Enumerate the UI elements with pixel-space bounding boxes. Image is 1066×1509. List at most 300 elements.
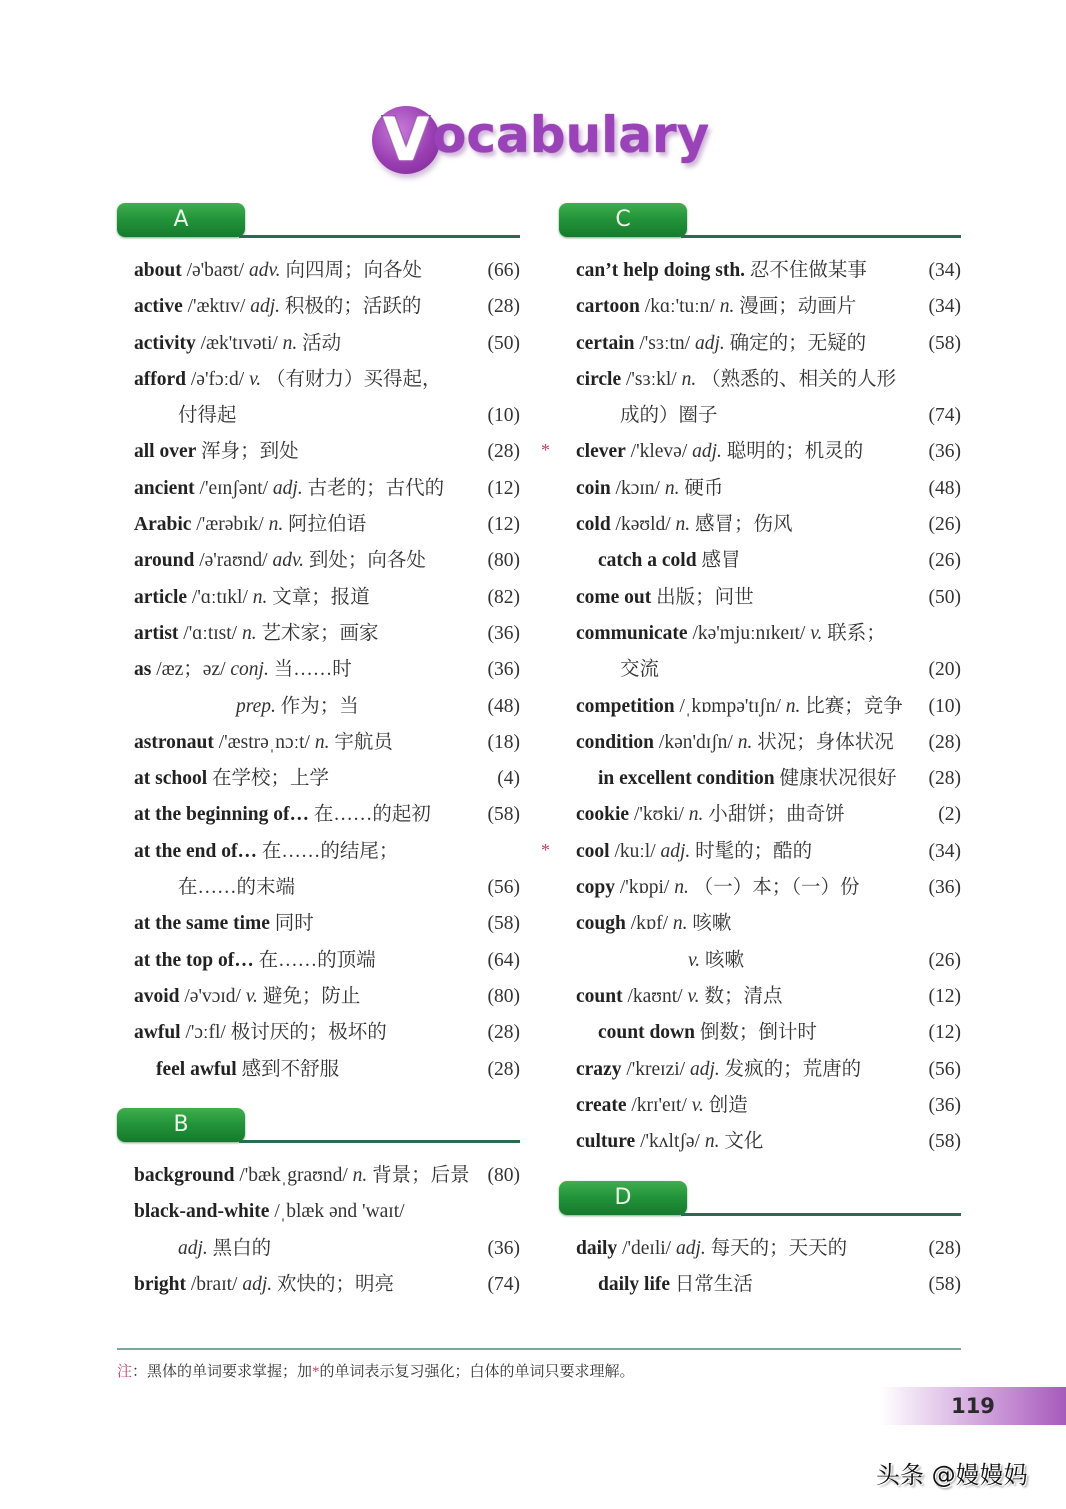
entry-phonetic: /kuːl/ <box>614 840 656 862</box>
entry-meaning: 每天的；天天的 <box>710 1238 848 1259</box>
entry-phonetic: /kɑː'tuːn/ <box>644 296 715 318</box>
entry-meaning: 硬币 <box>684 477 724 499</box>
entry-page-ref: (58) <box>928 332 961 354</box>
section-tab <box>559 1181 687 1215</box>
vocab-entry <box>559 1052 961 1088</box>
entry-phonetic: /ə'fɔːd/ <box>190 368 245 390</box>
section-letter: C <box>615 207 631 232</box>
entry-page-ref: (66) <box>487 260 520 281</box>
entry-meaning: 在……的结尾； <box>261 840 399 862</box>
entry-page-ref: (50) <box>487 332 520 354</box>
vocab-entry <box>559 870 961 906</box>
entry-phonetic: /'ærəbɪk/ <box>196 514 264 536</box>
entry-part-of-speech: adv. <box>272 550 305 572</box>
entry-part-of-speech: v. <box>687 985 700 1007</box>
entry-part-of-speech: n. <box>282 332 298 354</box>
vocab-entry <box>117 507 520 543</box>
entry-part-of-speech: n. <box>681 368 697 390</box>
entry-page-ref: (12) <box>928 1022 961 1044</box>
entry-meaning: 忍不住做某事 <box>749 260 867 281</box>
entry-phonetic: /'bækˌgraʊnd/ <box>239 1165 348 1186</box>
title-first-letter: V <box>382 105 430 175</box>
entry-word: around <box>134 550 195 572</box>
entry-meaning: 文章；报道 <box>272 586 370 608</box>
entry-word: avoid <box>134 985 180 1007</box>
entry-page-ref: (28) <box>928 731 961 753</box>
entry-phonetic: /'ɔːfl/ <box>185 1022 226 1044</box>
entry-part-of-speech: v. <box>688 949 701 971</box>
vocab-entry <box>117 870 520 906</box>
entry-word: cartoon <box>576 296 640 318</box>
vocab-entry <box>541 434 961 470</box>
vocab-entry <box>559 689 961 725</box>
entry-page-ref: (12) <box>487 514 520 536</box>
entry-page-ref: (18) <box>487 731 520 753</box>
section-header <box>559 1181 961 1219</box>
entry-meaning: 活动 <box>302 332 342 354</box>
entry-phonetic: /'kreɪzi/ <box>626 1058 686 1080</box>
entry-word: all over <box>134 441 197 463</box>
entry-page-ref: (48) <box>928 477 961 499</box>
vocab-entry <box>117 797 520 833</box>
section-c <box>541 203 961 1160</box>
vocab-entry <box>559 507 961 543</box>
entry-list <box>559 1231 961 1304</box>
vocab-entry <box>559 979 961 1015</box>
vocab-entry <box>559 398 961 434</box>
entry-phonetic: /kəʊld/ <box>615 514 671 536</box>
entry-word: about <box>134 260 182 281</box>
vocab-entry <box>559 943 961 979</box>
section-a <box>117 203 520 1088</box>
entry-word: coin <box>576 477 611 499</box>
vocab-entry <box>559 761 961 797</box>
entry-part-of-speech: n. <box>352 1165 368 1186</box>
entry-page-ref: (50) <box>928 586 961 608</box>
vocab-entry <box>559 725 961 761</box>
entry-part-of-speech: n. <box>674 877 689 899</box>
entry-meaning: 艺术家；画家 <box>261 622 379 644</box>
entry-part-of-speech: prep. <box>236 695 276 717</box>
page-number: 119 <box>951 1394 995 1418</box>
entry-phonetic: /kaʊnt/ <box>627 985 683 1007</box>
entry-list <box>117 1158 520 1303</box>
section-header <box>117 203 520 241</box>
star-icon: * <box>312 1364 320 1380</box>
entry-phonetic: /'kʌltʃə/ <box>640 1131 700 1153</box>
entry-word: in excellent condition <box>598 768 775 790</box>
entry-meaning: 聪明的；机灵的 <box>726 441 864 463</box>
entry-page-ref: (10) <box>487 405 520 427</box>
entry-word: communicate <box>576 622 688 644</box>
vocab-entry <box>559 289 961 325</box>
vocab-entry <box>117 326 520 362</box>
entry-word: copy <box>576 877 615 899</box>
entry-page-ref: (20) <box>928 659 961 681</box>
entry-page-ref: (56) <box>928 1058 961 1080</box>
section-d <box>559 1181 961 1304</box>
entry-part-of-speech: n. <box>252 586 268 608</box>
entry-word: create <box>576 1094 627 1116</box>
entry-part-of-speech: n. <box>785 695 801 717</box>
entry-word: Arabic <box>134 514 192 536</box>
entry-word: condition <box>576 731 655 753</box>
entry-page-ref: (36) <box>487 1237 520 1259</box>
entry-page-ref: (58) <box>928 1131 961 1153</box>
entry-word: cold <box>576 514 611 536</box>
vocab-entry <box>117 1231 520 1267</box>
vocab-entry <box>559 652 961 688</box>
entry-part-of-speech: v. <box>249 368 262 390</box>
entry-word: at the same time <box>134 913 270 935</box>
entry-word: black-and-white <box>134 1201 270 1223</box>
section-header <box>117 1108 520 1146</box>
star-marker-icon: * <box>541 440 550 461</box>
entry-part-of-speech: v. <box>810 622 823 644</box>
entry-meaning: 感冒 <box>701 550 741 572</box>
footer-divider <box>117 1348 961 1350</box>
vocab-entry <box>117 253 520 289</box>
entry-meaning: 到处；向各处 <box>308 550 426 572</box>
entry-meaning: 创造 <box>708 1094 748 1116</box>
vocab-entry <box>559 253 961 289</box>
vocab-entry <box>559 1231 961 1267</box>
entry-part-of-speech: v. <box>245 985 258 1007</box>
entry-phonetic: /'sɜːtn/ <box>639 332 691 354</box>
note-text-1: ：黑体的单词要求掌握；加 <box>132 1364 313 1380</box>
entry-word: astronaut <box>134 731 214 753</box>
entry-meaning: 背景；后景 <box>372 1165 470 1186</box>
entry-page-ref: (36) <box>928 877 961 899</box>
entry-meaning: 欢快的；明亮 <box>277 1273 395 1295</box>
entry-word: cough <box>576 913 626 935</box>
section-letter: A <box>173 207 189 232</box>
vocab-entry <box>117 652 520 688</box>
entry-page-ref: (28) <box>487 296 520 318</box>
entry-part-of-speech: n. <box>241 622 257 644</box>
entry-meaning: 状况；身体状况 <box>757 731 894 753</box>
section-tab <box>117 1108 245 1142</box>
vocab-entry <box>559 362 961 398</box>
entry-part-of-speech: v. <box>691 1094 704 1116</box>
entry-phonetic: /'sɜːkl/ <box>625 368 677 390</box>
entry-word: clever <box>576 441 626 463</box>
entry-meaning: 比赛；竞争 <box>805 695 903 717</box>
entry-meaning: 联系； <box>827 622 886 644</box>
entry-page-ref: (64) <box>487 949 520 971</box>
vocab-entry <box>559 1267 961 1303</box>
entry-meaning: 漫画；动画片 <box>739 296 857 318</box>
vocab-entry <box>117 471 520 507</box>
entry-meaning: （有财力）买得起， <box>266 368 442 390</box>
entry-phonetic: /ə'raʊnd/ <box>199 550 268 572</box>
entry-phonetic: /ə'baʊt/ <box>186 260 245 281</box>
entry-phonetic: /æk'tɪvəti/ <box>200 332 278 354</box>
vocab-entry <box>559 580 961 616</box>
entry-word: catch a cold <box>598 550 697 572</box>
entry-page-ref: (80) <box>487 550 520 572</box>
page-number-bar <box>880 1387 1066 1425</box>
vocab-entry <box>559 1124 961 1160</box>
entry-page-ref: (28) <box>928 1238 961 1259</box>
entry-page-ref: (34) <box>928 840 961 862</box>
entry-page-ref: (36) <box>928 1094 961 1116</box>
vocab-entry <box>117 398 520 434</box>
vocab-entry <box>117 1015 520 1051</box>
entry-word: at the beginning of… <box>134 804 309 826</box>
entry-part-of-speech: n. <box>314 731 330 753</box>
entry-meaning: 成的）圈子 <box>620 405 718 427</box>
entry-page-ref: (34) <box>928 296 961 318</box>
note-text-2: 的单词表示复习强化；白体的单词只要求理解。 <box>319 1364 635 1380</box>
entry-meaning: 文化 <box>724 1131 764 1153</box>
vocab-entry <box>559 471 961 507</box>
entry-part-of-speech: adv. <box>248 260 281 281</box>
vocab-entry <box>117 543 520 579</box>
entry-word: at the top of… <box>134 949 254 971</box>
entry-list <box>117 253 520 1088</box>
entry-word: count down <box>598 1022 695 1044</box>
entry-word: daily <box>576 1238 618 1259</box>
vocab-entry <box>117 834 520 870</box>
entry-meaning: 付得起 <box>178 405 237 427</box>
vocab-entry <box>117 979 520 1015</box>
entry-page-ref: (34) <box>928 260 961 281</box>
entry-page-ref: (26) <box>928 514 961 536</box>
watermark: 头条 @嫚嫚妈 <box>876 1461 1028 1489</box>
entry-meaning: 发疯的；荒唐的 <box>724 1058 862 1080</box>
entry-page-ref: (80) <box>487 985 520 1007</box>
entry-page-ref: (12) <box>487 477 520 499</box>
entry-word: afford <box>134 368 186 390</box>
entry-part-of-speech: adj. <box>272 477 303 499</box>
vocab-entry <box>117 289 520 325</box>
entry-word: daily life <box>598 1274 671 1296</box>
entry-list <box>541 253 961 1160</box>
entry-phonetic: /'kʊki/ <box>633 804 684 826</box>
vocab-entry <box>559 906 961 942</box>
entry-page-ref: (36) <box>928 441 961 463</box>
entry-part-of-speech: n. <box>719 296 735 318</box>
entry-meaning: （熟悉的、相关的人形 <box>701 368 897 390</box>
entry-word: activity <box>134 332 196 354</box>
vocab-entry <box>559 616 961 652</box>
vocab-entry <box>117 1158 520 1194</box>
entry-part-of-speech: n. <box>675 514 691 536</box>
entry-part-of-speech: adj. <box>692 441 722 463</box>
entry-phonetic: /kɒf/ <box>630 913 669 935</box>
entry-phonetic: /ˌblæk ənd 'waɪt/ <box>274 1201 405 1223</box>
vocab-entry <box>117 580 520 616</box>
vocab-entry <box>117 1194 520 1230</box>
entry-part-of-speech: adj. <box>242 1273 273 1295</box>
entry-page-ref: (74) <box>928 405 961 427</box>
vocab-entry <box>117 1267 520 1303</box>
entry-meaning: 感冒；伤风 <box>695 514 793 536</box>
vocab-entry <box>559 1088 961 1124</box>
entry-word: circle <box>576 368 622 390</box>
entry-word: cool <box>576 840 610 862</box>
entry-page-ref: (10) <box>928 695 961 717</box>
entry-page-ref: (26) <box>928 949 961 971</box>
entry-word: cookie <box>576 804 630 826</box>
entry-page-ref: (28) <box>487 1058 520 1080</box>
vocab-entry <box>117 362 520 398</box>
entry-phonetic: /kə'mjuːnɪkeɪt/ <box>692 622 806 644</box>
entry-meaning: （一）本；（一）份 <box>693 877 860 899</box>
entry-part-of-speech: n. <box>688 804 704 826</box>
vocab-entry <box>559 797 961 833</box>
entry-meaning: 在……的起初 <box>313 804 431 826</box>
section-letter: D <box>614 1185 632 1210</box>
section-tab <box>559 203 687 237</box>
vocab-entry <box>117 906 520 942</box>
entry-part-of-speech: n. <box>737 731 753 753</box>
entry-part-of-speech: adj. <box>660 840 691 862</box>
entry-word: article <box>134 586 188 608</box>
entry-meaning: 作为；当 <box>280 695 359 717</box>
entry-word: competition <box>576 695 675 717</box>
entry-page-ref: (58) <box>928 1274 961 1296</box>
entry-phonetic: /braɪt/ <box>190 1273 238 1295</box>
vocab-entry <box>117 943 520 979</box>
section-header <box>559 203 961 241</box>
entry-page-ref: (28) <box>487 441 520 463</box>
section-divider <box>681 1213 961 1216</box>
section-b <box>117 1108 520 1303</box>
entry-page-ref: (26) <box>928 550 961 572</box>
entry-page-ref: (82) <box>487 586 520 608</box>
entry-meaning: 在……的顶端 <box>258 949 376 971</box>
entry-meaning: 黑白的 <box>212 1237 272 1259</box>
entry-part-of-speech: adj. <box>675 1238 706 1259</box>
entry-part-of-speech: adj. <box>689 1058 720 1080</box>
section-letter: B <box>173 1112 189 1137</box>
entry-meaning: 在学校；上学 <box>212 768 330 790</box>
vocab-entry <box>559 326 961 362</box>
entry-phonetic: /kɔɪn/ <box>615 477 660 499</box>
entry-meaning: 浑身；到处 <box>201 441 299 463</box>
entry-phonetic: /ə'vɔɪd/ <box>184 985 241 1007</box>
entry-phonetic: /'klevə/ <box>630 441 688 463</box>
title-rest: ocabulary <box>432 106 710 164</box>
entry-word: culture <box>576 1131 636 1153</box>
entry-word: at the end of… <box>134 840 257 862</box>
entry-word: feel awful <box>156 1058 237 1080</box>
entry-phonetic: /'æstrəˌnɔːt/ <box>218 731 310 753</box>
entry-word: crazy <box>576 1058 622 1080</box>
entry-page-ref: (28) <box>928 768 961 790</box>
entry-word: as <box>134 659 152 681</box>
entry-page-ref: (80) <box>487 1165 520 1186</box>
entry-word: certain <box>576 332 635 354</box>
vocab-entry <box>117 761 520 797</box>
entry-page-ref: (4) <box>497 768 520 790</box>
entry-phonetic: /krɪ'eɪt/ <box>631 1094 687 1116</box>
section-tab <box>117 203 245 237</box>
entry-meaning: 健康状况很好 <box>779 768 897 790</box>
entry-word: count <box>576 985 623 1007</box>
entry-meaning: 确定的；无疑的 <box>729 332 867 354</box>
entry-phonetic: /ˌkɒmpə'tɪʃn/ <box>679 695 781 717</box>
entry-meaning: 时髦的；酷的 <box>695 840 813 862</box>
entry-meaning: 出版；问世 <box>656 586 754 608</box>
entry-word: artist <box>134 622 179 644</box>
section-divider <box>239 1140 520 1143</box>
vocab-entry <box>117 434 520 470</box>
section-divider <box>681 235 961 238</box>
entry-part-of-speech: n. <box>664 477 680 499</box>
entry-meaning: 数；清点 <box>704 985 783 1007</box>
entry-meaning: 避免；防止 <box>262 985 361 1007</box>
entry-meaning: 极讨厌的；极坏的 <box>230 1022 387 1044</box>
entry-part-of-speech: adj. <box>178 1237 208 1259</box>
entry-phonetic: /æz；əz/ <box>156 659 226 681</box>
section-divider <box>239 235 520 238</box>
entry-meaning: 咳嗽 <box>692 913 732 935</box>
entry-part-of-speech: adj. <box>250 296 280 318</box>
footnote <box>117 1360 635 1381</box>
entry-meaning: 古老的；古代的 <box>307 477 445 499</box>
entry-meaning: 在……的末端 <box>178 877 296 899</box>
entry-page-ref: (74) <box>487 1273 520 1295</box>
entry-page-ref: (2) <box>938 804 961 826</box>
entry-page-ref: (58) <box>487 913 520 935</box>
vocabulary-title <box>370 100 710 180</box>
entry-phonetic: /'ɑːtɪst/ <box>183 622 238 644</box>
entry-meaning: 日常生活 <box>674 1274 753 1296</box>
entry-part-of-speech: n. <box>704 1131 720 1153</box>
entry-word: at school <box>134 768 208 790</box>
vocab-entry <box>559 1015 961 1051</box>
vocab-entry <box>541 834 961 870</box>
entry-phonetic: /kən'dɪʃn/ <box>658 731 733 753</box>
entry-part-of-speech: n. <box>268 514 284 536</box>
entry-part-of-speech: n. <box>672 913 688 935</box>
entry-part-of-speech: adj. <box>694 332 725 354</box>
entry-page-ref: (56) <box>487 877 520 899</box>
entry-meaning: 宇航员 <box>334 731 393 753</box>
vocab-entry <box>117 725 520 761</box>
entry-page-ref: (48) <box>487 695 520 717</box>
star-marker-icon: * <box>541 839 550 860</box>
entry-phonetic: /'eɪnʃənt/ <box>199 477 269 499</box>
entry-meaning: 阿拉伯语 <box>288 514 367 536</box>
entry-meaning: 向四周；向各处 <box>285 260 422 281</box>
entry-part-of-speech: conj. <box>230 659 269 681</box>
entry-word: background <box>134 1165 235 1186</box>
vocab-entry <box>117 689 520 725</box>
entry-page-ref: (36) <box>487 622 520 644</box>
entry-meaning: 感到不舒服 <box>241 1058 340 1080</box>
entry-phonetic: /'kɒpi/ <box>619 877 670 899</box>
note-label: 注 <box>117 1364 133 1380</box>
entry-phonetic: /'ɑːtɪkl/ <box>191 586 248 608</box>
entry-word: can’t help doing sth. <box>576 260 746 281</box>
entry-meaning: 倒数；倒计时 <box>699 1022 817 1044</box>
entry-page-ref: (36) <box>487 659 520 681</box>
vocab-entry <box>559 543 961 579</box>
entry-word: bright <box>134 1273 187 1295</box>
entry-word: come out <box>576 586 652 608</box>
entry-page-ref: (28) <box>487 1022 520 1044</box>
vocab-entry <box>117 616 520 652</box>
entry-page-ref: (58) <box>487 804 520 826</box>
entry-phonetic: /'æktɪv/ <box>187 296 246 318</box>
title-v-badge <box>372 106 440 174</box>
entry-meaning: 交流 <box>620 659 660 681</box>
vocab-entry <box>117 1052 520 1088</box>
